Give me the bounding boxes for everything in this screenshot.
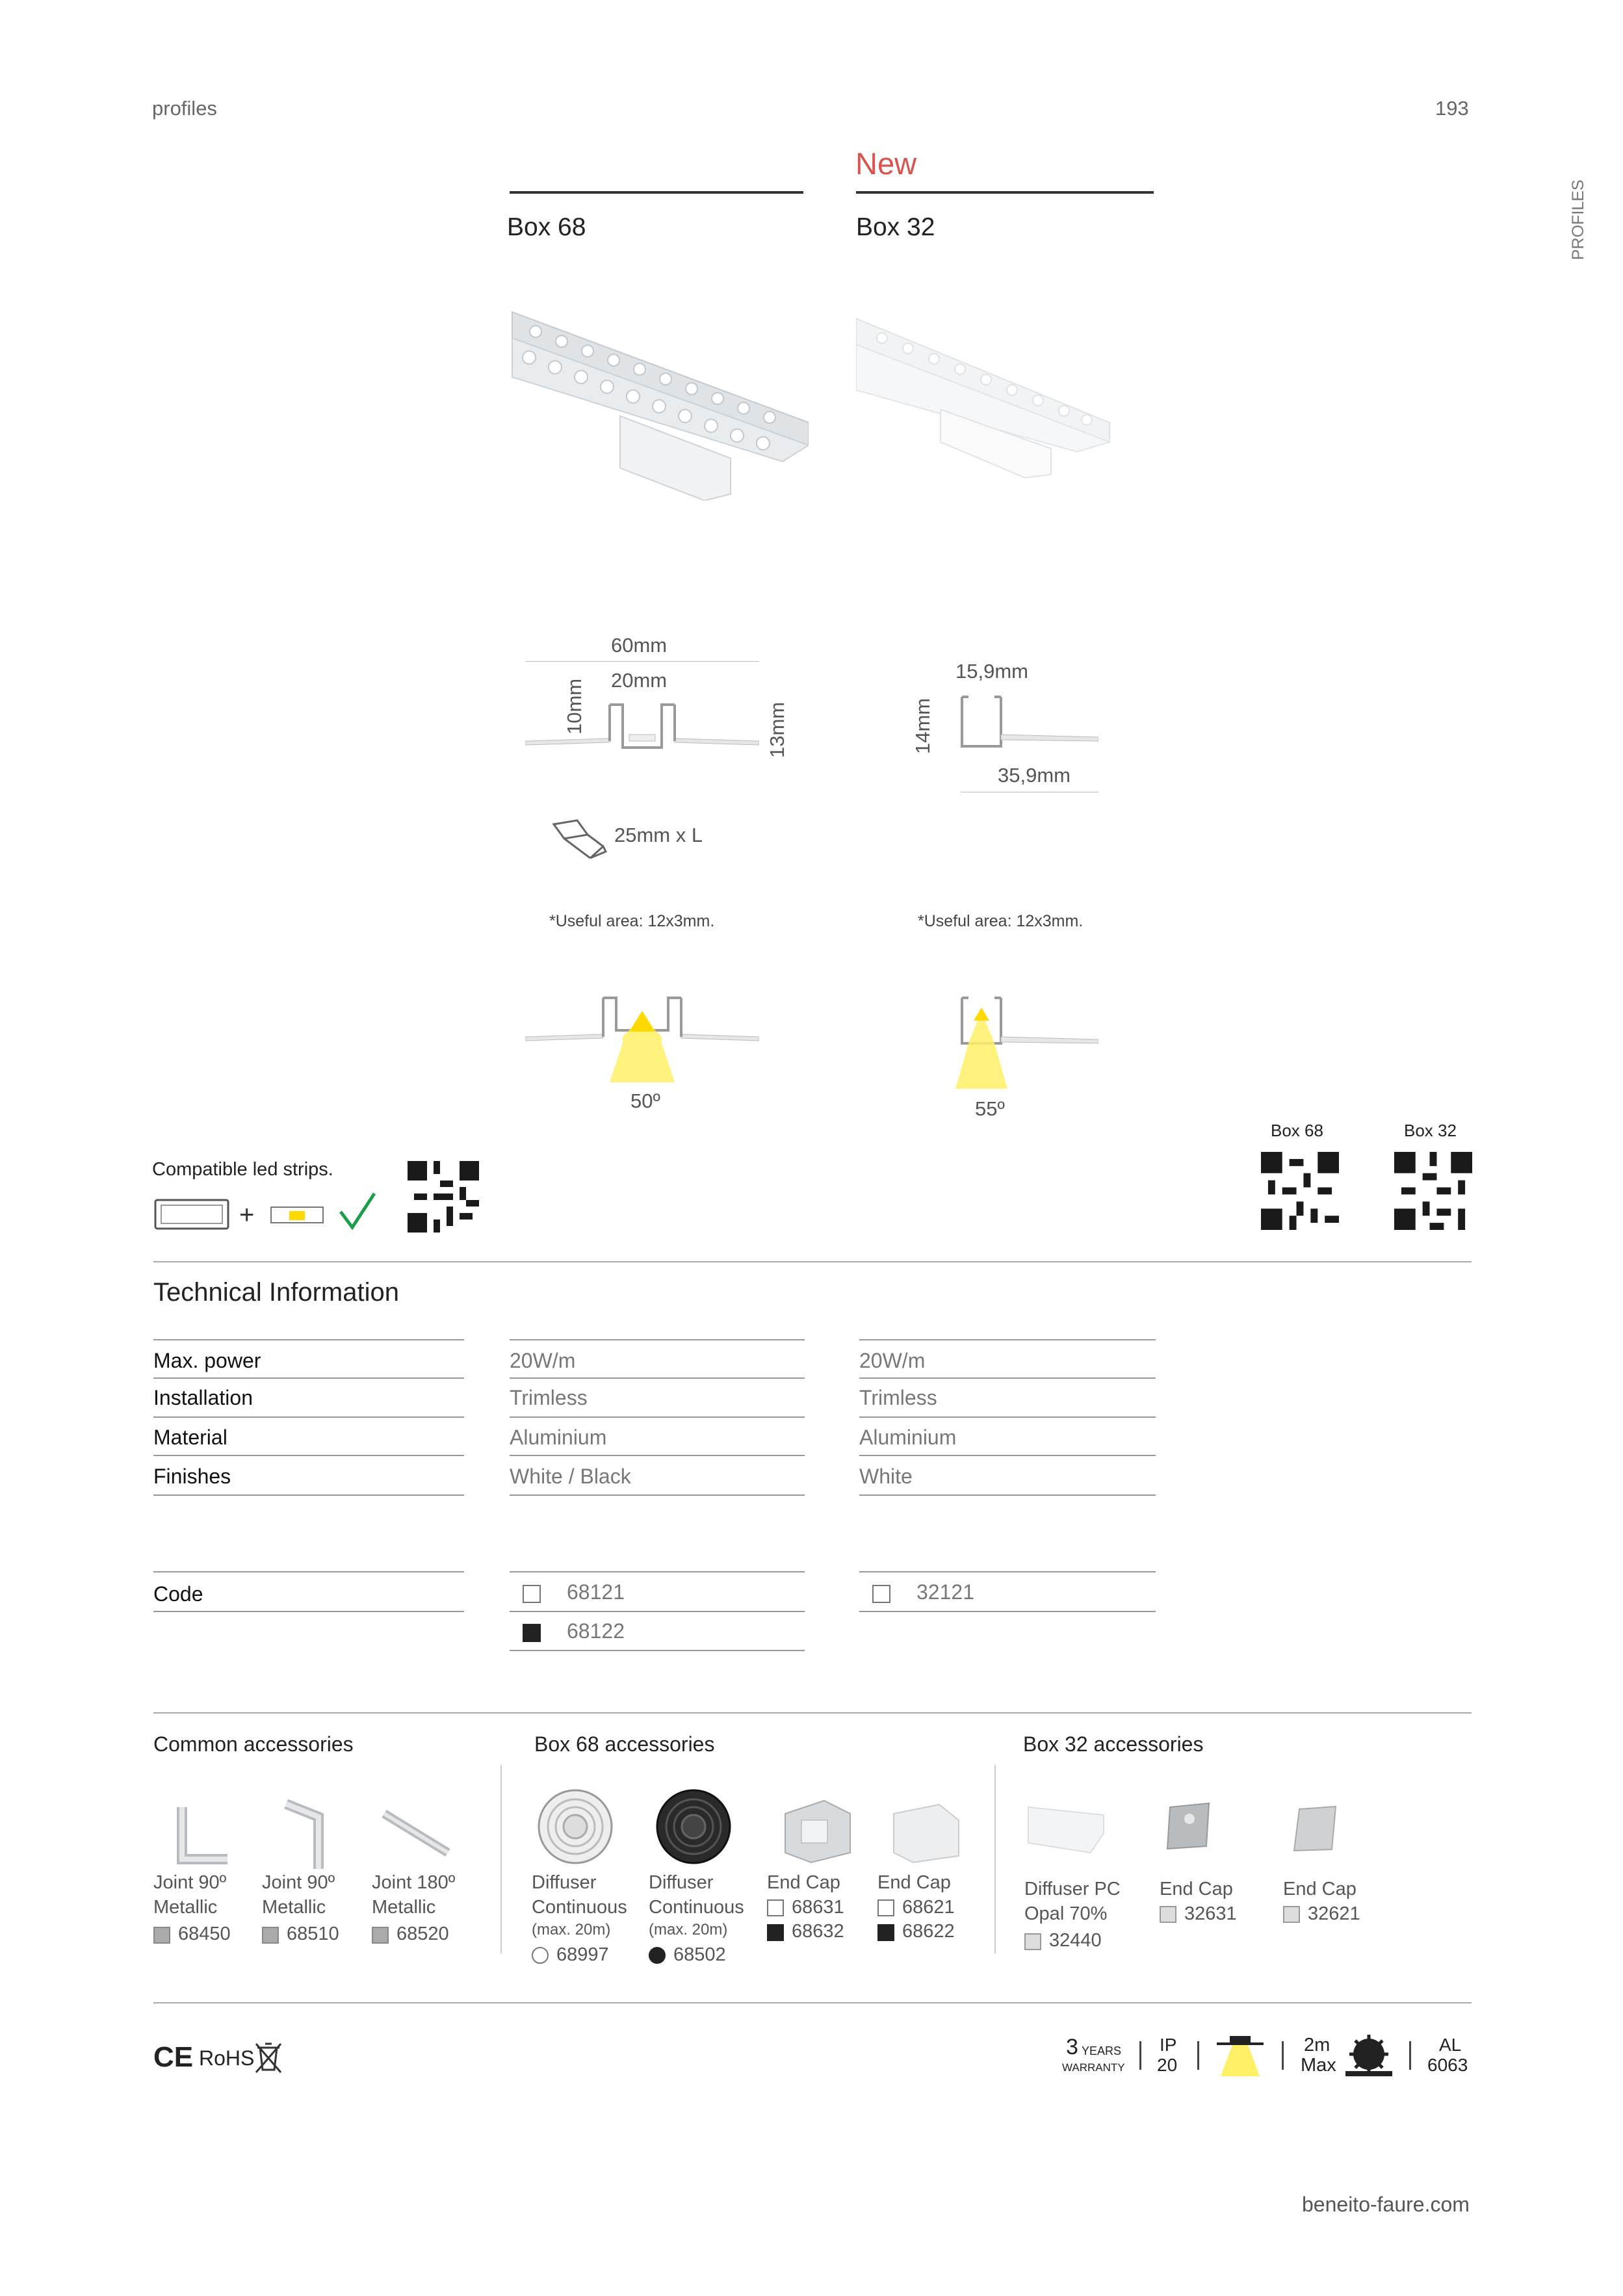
length-value: 2m (1304, 2035, 1331, 2055)
diffuser-roll-white-image (533, 1784, 617, 1869)
row-label-max-power: Max. power (153, 1349, 261, 1372)
metallic-finish-swatch (372, 1927, 389, 1944)
row-rule (510, 1571, 805, 1572)
section-divider (153, 1712, 1472, 1714)
section-drawing-box32 (955, 694, 1098, 753)
accessory-name: Joint 90º (262, 1872, 335, 1893)
spec-separator (1197, 2041, 1199, 2070)
section-label: profiles (152, 97, 217, 120)
value-box68-finishes: White / Black (510, 1465, 631, 1488)
white-finish-swatch (877, 1899, 894, 1916)
technical-title: Technical Information (153, 1278, 399, 1307)
accessory-type: Continuous (532, 1896, 627, 1918)
accessory-column-divider (994, 1765, 996, 1953)
value-box32-finishes: White (859, 1465, 913, 1488)
row-rule (859, 1416, 1156, 1418)
accessory-name: End Cap (767, 1872, 840, 1893)
qr-code-box68[interactable] (1261, 1152, 1339, 1230)
profile-image-box68 (510, 306, 809, 501)
value-box32-material: Aluminium (859, 1426, 957, 1449)
accessory-code: 68450 (178, 1924, 231, 1945)
accessory-note: (max. 20m) (649, 1921, 728, 1939)
row-rule (153, 1377, 464, 1379)
row-rule (153, 1571, 464, 1572)
warranty-number: 3 (1066, 2035, 1078, 2059)
box68-accessories-title: Box 68 accessories (534, 1732, 715, 1756)
common-accessory-3 (372, 1871, 455, 1947)
code-value: 68121 (567, 1580, 625, 1604)
value-box32-max-power: 20W/m (859, 1349, 926, 1372)
metallic-finish-swatch (262, 1927, 279, 1944)
ip-value: 20 (1157, 2055, 1178, 2075)
code-box68-black (523, 1621, 625, 1642)
accessory-type: Continuous (649, 1896, 744, 1918)
accessory-code: 68997 (556, 1944, 609, 1965)
useful-area-box32: *Useful area: 12x3mm. (918, 912, 1084, 930)
grey-finish-swatch (1283, 1906, 1300, 1923)
product-name-box32: Box 32 (856, 213, 935, 241)
white-finish-swatch (523, 1585, 541, 1603)
dim-box68-width-total: 60mm (611, 634, 668, 657)
side-tab: PROFILES (1569, 179, 1587, 260)
led-strip-icon (270, 1205, 325, 1225)
end-cap-box32-1 (1160, 1877, 1237, 1926)
accessory-code: 32440 (1049, 1930, 1102, 1951)
beam-angle-box68: 50º (630, 1089, 660, 1112)
profile-small-icon (153, 1195, 231, 1233)
spec-separator (1409, 2041, 1411, 2070)
code-value: 68122 (567, 1619, 625, 1643)
accessory-name: Diffuser (532, 1872, 597, 1893)
value-box68-installation: Trimless (510, 1386, 588, 1409)
diffuser-roll-black-image (651, 1784, 736, 1869)
section-divider (153, 2002, 1472, 2003)
dim-box68-width-inner: 20mm (611, 669, 668, 692)
black-finish-swatch (649, 1947, 666, 1964)
end-cap-box68-1 (767, 1871, 844, 1944)
black-finish-swatch (767, 1924, 784, 1941)
accessory-code: 68632 (792, 1921, 844, 1942)
light-beam-box68 (525, 991, 759, 1082)
white-finish-swatch (767, 1899, 784, 1916)
row-rule (510, 1416, 805, 1418)
accessory-material: Metallic (153, 1896, 218, 1918)
accessory-type: Opal 70% (1024, 1903, 1108, 1924)
recessed-light-icon (1214, 2033, 1266, 2079)
row-label-finishes: Finishes (153, 1465, 231, 1488)
row-rule (859, 1611, 1156, 1612)
dim-box32-width-inner: 15,9mm (955, 660, 1028, 683)
checkmark-icon (338, 1191, 377, 1231)
row-rule (153, 1416, 464, 1418)
spec-separator (1139, 2041, 1141, 2070)
qr-code-compatible[interactable] (408, 1161, 479, 1233)
end-cap-box68-image-2 (887, 1801, 965, 1866)
warranty-label: WARRANTY (1062, 2061, 1125, 2074)
grey-finish-swatch (1160, 1906, 1176, 1923)
common-accessories-title: Common accessories (153, 1732, 354, 1756)
row-label-installation: Installation (153, 1386, 253, 1409)
alloy-value: 6063 (1427, 2055, 1468, 2075)
white-finish-swatch (872, 1585, 890, 1603)
dim-line (525, 661, 759, 662)
dim-box68-section: 25mm x L (614, 824, 703, 846)
spec-separator (1282, 2041, 1284, 2070)
metallic-finish-swatch (153, 1927, 170, 1944)
warranty-years: YEARS (1082, 2044, 1122, 2057)
end-cap-box68-2 (877, 1871, 955, 1944)
row-rule (153, 1611, 464, 1612)
accessory-name: Diffuser (649, 1872, 714, 1893)
qr-code-box32[interactable] (1394, 1152, 1472, 1230)
black-finish-swatch (877, 1924, 894, 1941)
section-divider (153, 1261, 1472, 1262)
dim-box32-height: 14mm (911, 698, 934, 754)
row-label-material: Material (153, 1426, 227, 1449)
dim-box68-height-left: 10mm (563, 678, 586, 735)
row-rule (510, 1339, 805, 1340)
section-length-icon (551, 818, 610, 863)
qr-label-box68: Box 68 (1271, 1121, 1323, 1140)
accessory-code: 68520 (396, 1924, 449, 1945)
dim-box32-width-total: 35,9mm (998, 764, 1071, 787)
accessory-code: 68621 (902, 1896, 955, 1918)
row-rule (510, 1455, 805, 1456)
accessory-code: 68622 (902, 1921, 955, 1942)
accessory-name: End Cap (1160, 1879, 1233, 1899)
length-label: Max (1301, 2055, 1336, 2076)
rohs-label: RoHS (199, 2046, 255, 2070)
row-rule (859, 1455, 1156, 1456)
row-rule (859, 1377, 1156, 1379)
value-box32-installation: Trimless (859, 1386, 937, 1409)
common-accessory-2 (262, 1871, 339, 1947)
accessory-name: End Cap (877, 1872, 951, 1893)
title-rule-box68 (510, 191, 803, 194)
row-rule (153, 1494, 464, 1496)
saw-cut-icon (1344, 2033, 1394, 2079)
opal-finish-swatch (532, 1947, 549, 1964)
opal-finish-swatch (1024, 1933, 1041, 1950)
accessory-name: End Cap (1283, 1879, 1357, 1899)
compatible-label: Compatible led strips. (152, 1159, 333, 1180)
dim-box68-height-right: 13mm (766, 701, 788, 758)
accessory-name: Joint 90º (153, 1872, 227, 1893)
row-rule (859, 1571, 1156, 1572)
end-cap-box68-image-1 (779, 1794, 857, 1866)
accessory-code: 68502 (673, 1944, 726, 1965)
section-drawing-box68 (525, 702, 759, 754)
page-number: 193 (1435, 97, 1469, 120)
end-cap-box32-2 (1283, 1877, 1360, 1926)
product-name-box68: Box 68 (507, 213, 586, 241)
accessory-code: 32621 (1308, 1903, 1360, 1924)
weee-bin-icon (253, 2041, 283, 2075)
row-rule (153, 1455, 464, 1456)
accessory-column-divider (500, 1765, 502, 1953)
row-rule (510, 1494, 805, 1496)
diffuser-continuous-black (649, 1871, 744, 1967)
diffuser-continuous-white (532, 1871, 627, 1967)
website-link[interactable]: beneito-faure.com (1302, 2193, 1470, 2216)
accessory-code: 68631 (792, 1896, 844, 1918)
ce-mark: CE (153, 2041, 194, 2073)
accessory-note: (max. 20m) (532, 1921, 611, 1939)
box32-accessories-title: Box 32 accessories (1023, 1732, 1204, 1756)
row-rule (510, 1377, 805, 1379)
accessory-material: Metallic (262, 1896, 326, 1918)
end-cap-box32-image-1 (1163, 1801, 1215, 1853)
new-badge: New (855, 146, 917, 181)
row-rule (153, 1339, 464, 1340)
code-box32-white (872, 1582, 974, 1603)
diffuser-pc-image (1026, 1801, 1110, 1866)
qr-label-box32: Box 32 (1404, 1121, 1457, 1140)
row-rule (510, 1650, 805, 1651)
row-rule (859, 1339, 1156, 1340)
useful-area-box68: *Useful area: 12x3mm. (549, 912, 715, 930)
code-box68-white (523, 1582, 625, 1603)
accessory-name: Diffuser PC (1024, 1879, 1121, 1899)
row-rule (859, 1494, 1156, 1496)
row-label-code: Code (153, 1582, 203, 1606)
accessory-code: 68510 (287, 1924, 339, 1945)
accessory-material: Metallic (372, 1896, 436, 1918)
ip-label: IP (1160, 2035, 1177, 2055)
alloy-label: AL (1439, 2035, 1462, 2055)
light-beam-box32 (955, 991, 1098, 1089)
profile-image-box32 (856, 312, 1116, 481)
black-finish-swatch (523, 1624, 541, 1642)
value-box68-material: Aluminium (510, 1426, 607, 1449)
diffuser-pc-opal (1024, 1877, 1121, 1953)
plus-sign: + (239, 1201, 255, 1229)
value-box68-max-power: 20W/m (510, 1349, 576, 1372)
accessory-name: Joint 180º (372, 1872, 456, 1893)
code-value: 32121 (916, 1580, 974, 1604)
end-cap-box32-image-2 (1290, 1804, 1342, 1856)
joint-90-image-2 (273, 1797, 338, 1875)
joint-180-image (380, 1807, 452, 1859)
row-rule (510, 1611, 805, 1612)
beam-angle-box32: 55º (975, 1097, 1005, 1120)
accessory-code: 32631 (1184, 1903, 1237, 1924)
common-accessory-1 (153, 1871, 231, 1947)
joint-90-image-1 (162, 1801, 234, 1872)
title-rule-box32 (856, 191, 1154, 194)
